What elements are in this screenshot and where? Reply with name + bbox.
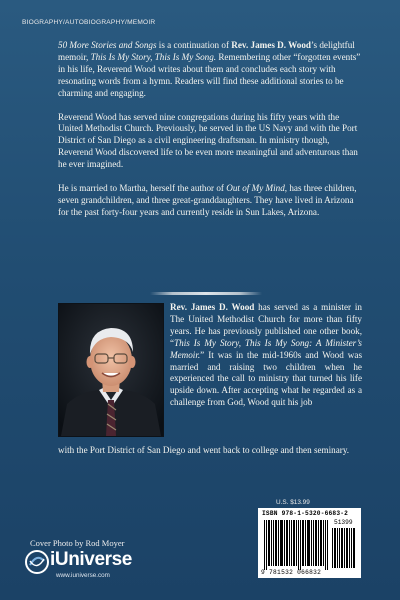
bio-book-title: This Is My Story, This Is My Song: A Minister’s Memoir. xyxy=(170,337,362,360)
author-portrait-image xyxy=(59,304,163,436)
ornamental-divider xyxy=(150,292,262,295)
back-cover-blurb xyxy=(58,40,361,231)
ean-digits: 9 781532 066832 xyxy=(261,569,322,576)
barcode-bars xyxy=(262,518,358,570)
blurb-text: , has three children, seven grandchildren, and three great-granddaughters. They have lived in Arizona for the past forty-four years and currently reside in Sun Lakes, Arizona. xyxy=(58,183,357,217)
publisher-url: www.iuniverse.com xyxy=(56,572,110,579)
blurb-text: is a continuation of xyxy=(156,40,232,50)
spouse-book-title: Out of My Mind xyxy=(226,183,285,194)
isbn-number: ISBN 978-1-5320-6683-2 xyxy=(262,510,349,517)
author-name: Rev. James D. Wood xyxy=(231,40,311,50)
bio-author-name: Rev. James D. Wood xyxy=(170,302,255,312)
publisher-logo xyxy=(24,549,164,589)
bio-text: has served as a minister in The United Methodist Church for more than fifty years. He has previously published one other book, “ xyxy=(170,302,362,348)
blurb-text: ’s delightful memoir, xyxy=(58,40,355,62)
blurb-text: He is married to Martha, herself the author of xyxy=(58,183,227,194)
book-title: 50 More Stories and Songs xyxy=(58,40,157,50)
author-bio-continued: with the Port District of San Diego and went back to college and then seminary. xyxy=(58,445,350,455)
blurb-paragraph-1 xyxy=(58,40,361,100)
publisher-name: iUniverse xyxy=(50,549,132,570)
isbn-barcode xyxy=(258,508,361,578)
blurb-paragraph-3 xyxy=(58,183,361,219)
blurb-paragraph-2: Reverend Wood has served nine congregations during his fifty years with the United Methodist Church. Previously, he served in the US Navy and with the Port District of San Diego as a civil engineering draftsman. In ministry though, Reverend Wood discovered life to be even more meaningful and adventurous than he ever imagined. xyxy=(58,111,358,170)
blurb-text: Remembering other “forgotten events” in his life, Reverend Wood writes about them and concludes each story with resonating words from a hymn. Readers will find these additional stories to be charming and engaging. xyxy=(58,51,361,98)
category-label: BIOGRAPHY/AUTOBIOGRAPHY/MEMOIR xyxy=(22,19,156,26)
price-label: U.S. $13.99 xyxy=(276,499,310,506)
author-bio xyxy=(170,302,362,409)
iuniverse-swirl-logo-icon xyxy=(24,549,50,575)
cover-photo-credit: Cover Photo by Rod Moyer xyxy=(30,538,125,548)
previous-book-title: This Is My Story, This Is My Song. xyxy=(90,51,217,62)
bio-text: ” It was in the mid-1960s and Wood was married and raising two children when he experienced the call to ministry that turned his life upside down. After accepting what he regarded as a challenge from God, Wood quit his job xyxy=(170,349,362,408)
barcode-addon-number: 51399 xyxy=(334,519,353,526)
author-photo xyxy=(58,303,164,437)
